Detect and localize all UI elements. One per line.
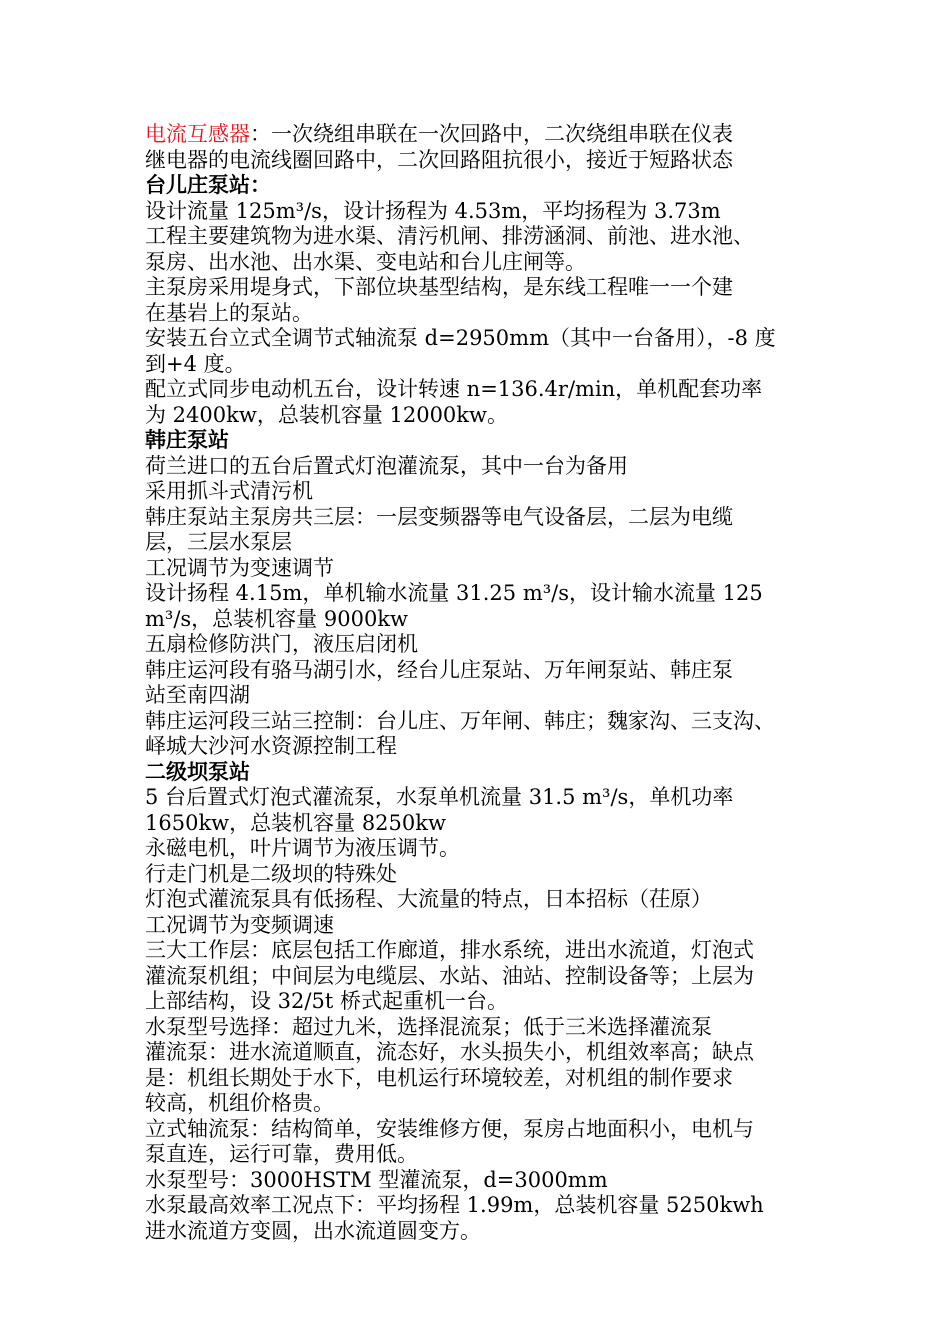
text-line: 韩庄运河段三站三控制：台儿庄、万年闸、韩庄；魏家沟、三支沟、 [145, 708, 775, 733]
intro-line-1 [145, 122, 810, 148]
text-line: 五扇检修防洪门，液压启闭机 [145, 632, 418, 656]
section-heading-erjiba: 二级坝泵站 [145, 759, 250, 784]
text-line: 较高，机组价格贵。 [145, 1091, 334, 1115]
text-line: 峄城大沙河水资源控制工程 [145, 734, 397, 758]
text-line: 为 2400kw，总装机容量 12000kw。 [145, 402, 508, 427]
text-line: 5 台后置式灯泡式灌流泵，水泵单机流量 31.5 m³/s，单机功率 [145, 785, 734, 809]
text-line: 到+4 度。 [145, 351, 246, 376]
document-page [145, 122, 810, 1244]
text-line: 采用抓斗式清污机 [145, 479, 313, 503]
text-line: 安装五台立式全调节式轴流泵 d=2950mm（其中一台备用），-8 度 [145, 326, 776, 350]
text-line: 灌流泵：进水流道顺直，流态好，水头损失小，机组效率高；缺点 [145, 1040, 754, 1064]
text-line: 层，三层水泵层 [145, 530, 292, 554]
text-line: 三大工作层：底层包括工作廊道，排水系统，进出水流道，灯泡式 [145, 938, 754, 962]
section-heading-taierzhuang: 台儿庄泵站： [145, 173, 271, 197]
text-line: 上部结构，设 32/5t 桥式起重机一台。 [145, 989, 508, 1013]
text-line: 韩庄运河段有骆马湖引水，经台儿庄泵站、万年闸泵站、韩庄泵 [145, 657, 733, 682]
text-line: 水泵最高效率工况点下：平均扬程 1.99m，总装机容量 5250kwh [145, 1193, 764, 1217]
text-line: 在基岩上的泵站。 [145, 300, 313, 325]
text-line: 1650kw，总装机容量 8250kw [145, 810, 446, 835]
text-line: 水泵型号：3000HSTM 型灌流泵，d=3000mm [145, 1167, 608, 1192]
text-line: 荷兰进口的五台后置式灯泡灌流泵，其中一台为备用 [145, 453, 628, 478]
text-line: 灯泡式灌流泵具有低扬程、大流量的特点，日本招标（茌原） [145, 887, 712, 911]
text-line: 泵房、出水池、出水渠、变电站和台儿庄闸等。 [145, 249, 586, 274]
intro-line-2: 继电器的电流线圈回路中，二次回路阻抗很小，接近于短路状态 [145, 147, 733, 172]
text-line: 进水流道方变圆，出水流道圆变方。 [145, 1218, 481, 1243]
text-line: m³/s，总装机容量 9000kw [145, 606, 409, 631]
section-body-erjiba [145, 785, 810, 1244]
text-line: 设计流量 125m³/s，设计扬程为 4.53m，平均扬程为 3.73m [145, 198, 721, 223]
text-line: 行走门机是二级坝的特殊处 [145, 861, 397, 886]
section-body-hanzhuang [145, 454, 810, 760]
text-line: 泵直连，运行可靠，费用低。 [145, 1142, 418, 1166]
text-line: 永磁电机，叶片调节为液压调节。 [145, 836, 460, 860]
text-line: 配立式同步电动机五台，设计转速 n=136.4r/min，单机配套功率 [145, 377, 763, 401]
text-line: 主泵房采用堤身式，下部位块基型结构，是东线工程唯一一个建 [145, 275, 733, 299]
text-line: 立式轴流泵：结构简单，安装维修方便，泵房占地面积小，电机与 [145, 1116, 754, 1141]
text-line: 站至南四湖 [145, 683, 250, 707]
text-line: 水泵型号选择：超过九米，选择混流泵；低于三米选择灌流泵 [145, 1014, 712, 1039]
intro-text: ：一次绕组串联在一次回路中，二次绕组串联在仪表 [250, 122, 733, 146]
section-body-taierzhuang [145, 199, 810, 429]
text-line: 灌流泵机组；中间层为电缆层、水站、油站、控制设备等；上层为 [145, 963, 754, 988]
section-heading-hanzhuang: 韩庄泵站 [145, 428, 229, 452]
text-line: 设计扬程 4.15m，单机输水流量 31.25 m³/s，设计输水流量 125 [145, 581, 763, 605]
text-line: 韩庄泵站主泵房共三层：一层变频器等电气设备层，二层为电缆 [145, 504, 733, 529]
text-line: 工况调节为变频调速 [145, 912, 334, 937]
text-line: 是：机组长期处于水下，电机运行环境较差，对机组的制作要求 [145, 1065, 733, 1090]
text-line: 工程主要建筑物为进水渠、清污机闸、排涝涵洞、前池、进水池、 [145, 224, 754, 248]
term-highlight: 电流互感器 [145, 122, 250, 146]
text-line: 工况调节为变速调节 [145, 555, 334, 580]
